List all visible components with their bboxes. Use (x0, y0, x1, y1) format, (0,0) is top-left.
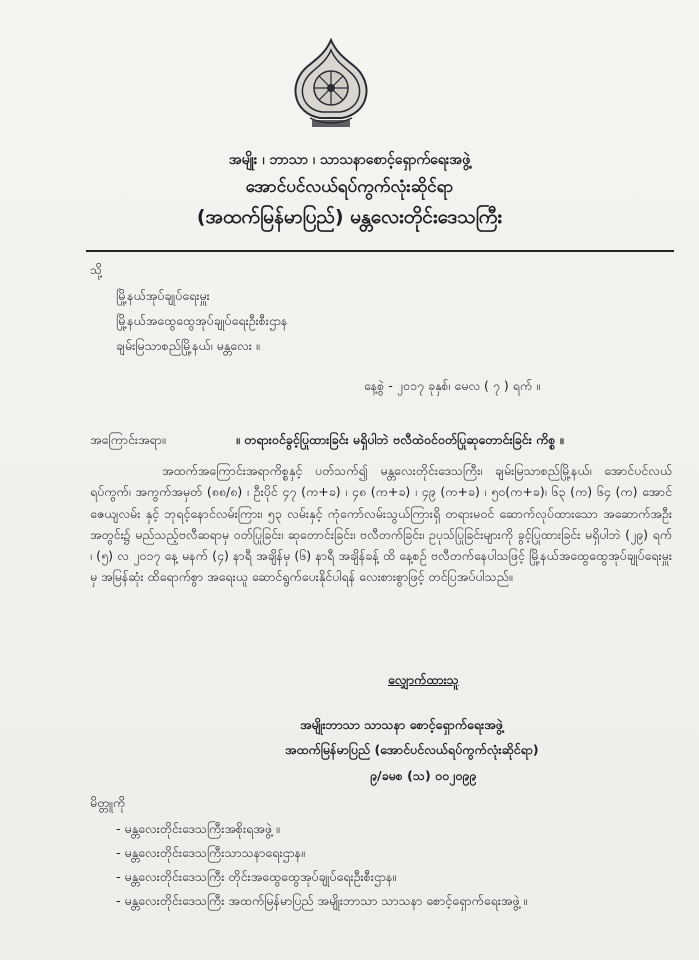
cc-item: - မန္တလေးတိုင်းဒေသကြီး အထက်မြန်မာပြည် အမျိုးဘာသာ သာသနာ စောင့်ရှောက်ရေးအဖွဲ့ ။ (116, 893, 528, 908)
header-divider (86, 250, 674, 252)
organization-emblem (290, 38, 372, 130)
subject-label: အကြောင်းအရာ။ (90, 432, 166, 447)
subject-text: ။ တရားဝင်ခွင့်ပြုထားခြင်း မရှိပါဘဲ ဗလီထဲဝင်ဝတ်ပြုဆုတောင်းခြင်း ကိစ္စ ။ (236, 432, 564, 447)
recipient-line: မြို့နယ်အုပ်ချုပ်ရေးမှူး (116, 288, 210, 303)
letter-date: နေ့စွဲ - ၂၀၁၇ ခုနှစ်၊ မေလ ( ၇ ) ရက် ။ (364, 378, 540, 393)
signature-org-branch: အထက်မြန်မာပြည် (အောင်ပင်လယ်ရပ်ကွက်လုံးဆိုင်ရာ) (285, 742, 539, 757)
letter-body: အထက်အကြောင်းအရာကိစ္စနှင့် ပတ်သက်၍ မန္တလေးတိုင်းဒေသကြီး၊ ချမ်းမြသာစည်မြို့နယ်၊ အောင်ပင်လယ်ရပ်ကွက်၊ အကွက်အမှတ် (၈၈/၈) ၊ ဦးပိုင် ၄၇ (က+ခ) ၊ ၄၈ (က+ခ) ၊ ၄၉ (က+ခ) ၊ ၅၀(က+ခ)၊ ၆၃ (က) ၆၄ (က) အောင်ဇေယျလမ်း နှင့် ဘုရင့်နောင်လမ်းကြား၊ ၅၃ လမ်းနှင့် ကုံကော်လမ်းသွယ်ကြားရှိ တရားမဝင် ဆောက်လုပ်ထားသော အဆောက်အဦးအတွင်း၌ မည်သည့်ဗလီဆရာမှ ဝတ်ပြုခြင်း၊ ဆုတောင်းခြင်း၊ ဗလီတက်ခြင်း၊ ဥပုသ်ပြုခြင်းများကို ခွင့်ပြုထားခြင်း မရှိပါဘဲ (၂၉) ရက် ၊ (၅) လ ၂၀၁၇ နေ့ မနက် (၄) နာရီ အချိန်မှ (၆) နာရီ အချိန်ခန့် ထိ နေ့စဉ် ဗလီတက်နေပါသဖြင့် မြို့နယ်အထွေထွေအုပ်ချုပ်ရေးမှူးမှ အမြန်ဆုံး ထိရောက်စွာ အရေးယူ ဆောင်ရွက်ပေးနိုင်ပါရန် လေးစားစွာဖြင့် တင်ပြအပ်ပါသည်။ (90, 463, 672, 585)
registration-number: ၉/ခမစ (သ) ၀၀၂၀၉၉ (370, 768, 477, 783)
cc-item: - မန္တလေးတိုင်းဒေသကြီးအစိုးရအဖွဲ့ ။ (116, 821, 280, 836)
signature-org: အမျိုးဘာသာ သာသနာ စောင့်ရှောက်ရေးအဖွဲ့ (300, 717, 503, 732)
org-tagline: အမျိုး ၊ ဘာသာ ၊ သာသနာစောင့်ရှောက်ရေးအဖွဲ့ (228, 152, 471, 168)
cc-item: - မန္တလေးတိုင်းဒေသကြီး တိုင်းအထွေထွေအုပ်ချုပ်ရေးဦးစီးဌာန။ (116, 869, 397, 884)
recipient-label: သို့ (90, 262, 103, 277)
recipient-line: မြို့နယ်အထွေထွေအုပ်ချုပ်ရေးဦးစီးဌာန (116, 313, 288, 328)
cc-label: မိတ္တူကို (90, 795, 126, 810)
org-branch: အောင်ပင်လယ်ရပ်ကွက်လုံးဆိုင်ရာ (245, 177, 454, 197)
dhamma-wheel-seal-icon (290, 38, 372, 130)
cc-item: - မန္တလေးတိုင်းဒေသကြီးသာသနာရေးဌာန။ (116, 845, 305, 860)
org-region: (အထက်မြန်မာပြည်) မန္တလေးတိုင်းဒေသကြီး (196, 206, 503, 228)
signature-title: လျှောက်ထားသူ (388, 672, 459, 687)
recipient-line: ချမ်းမြသာစည်မြို့နယ်၊ မန္တလေး ။ (116, 338, 260, 353)
